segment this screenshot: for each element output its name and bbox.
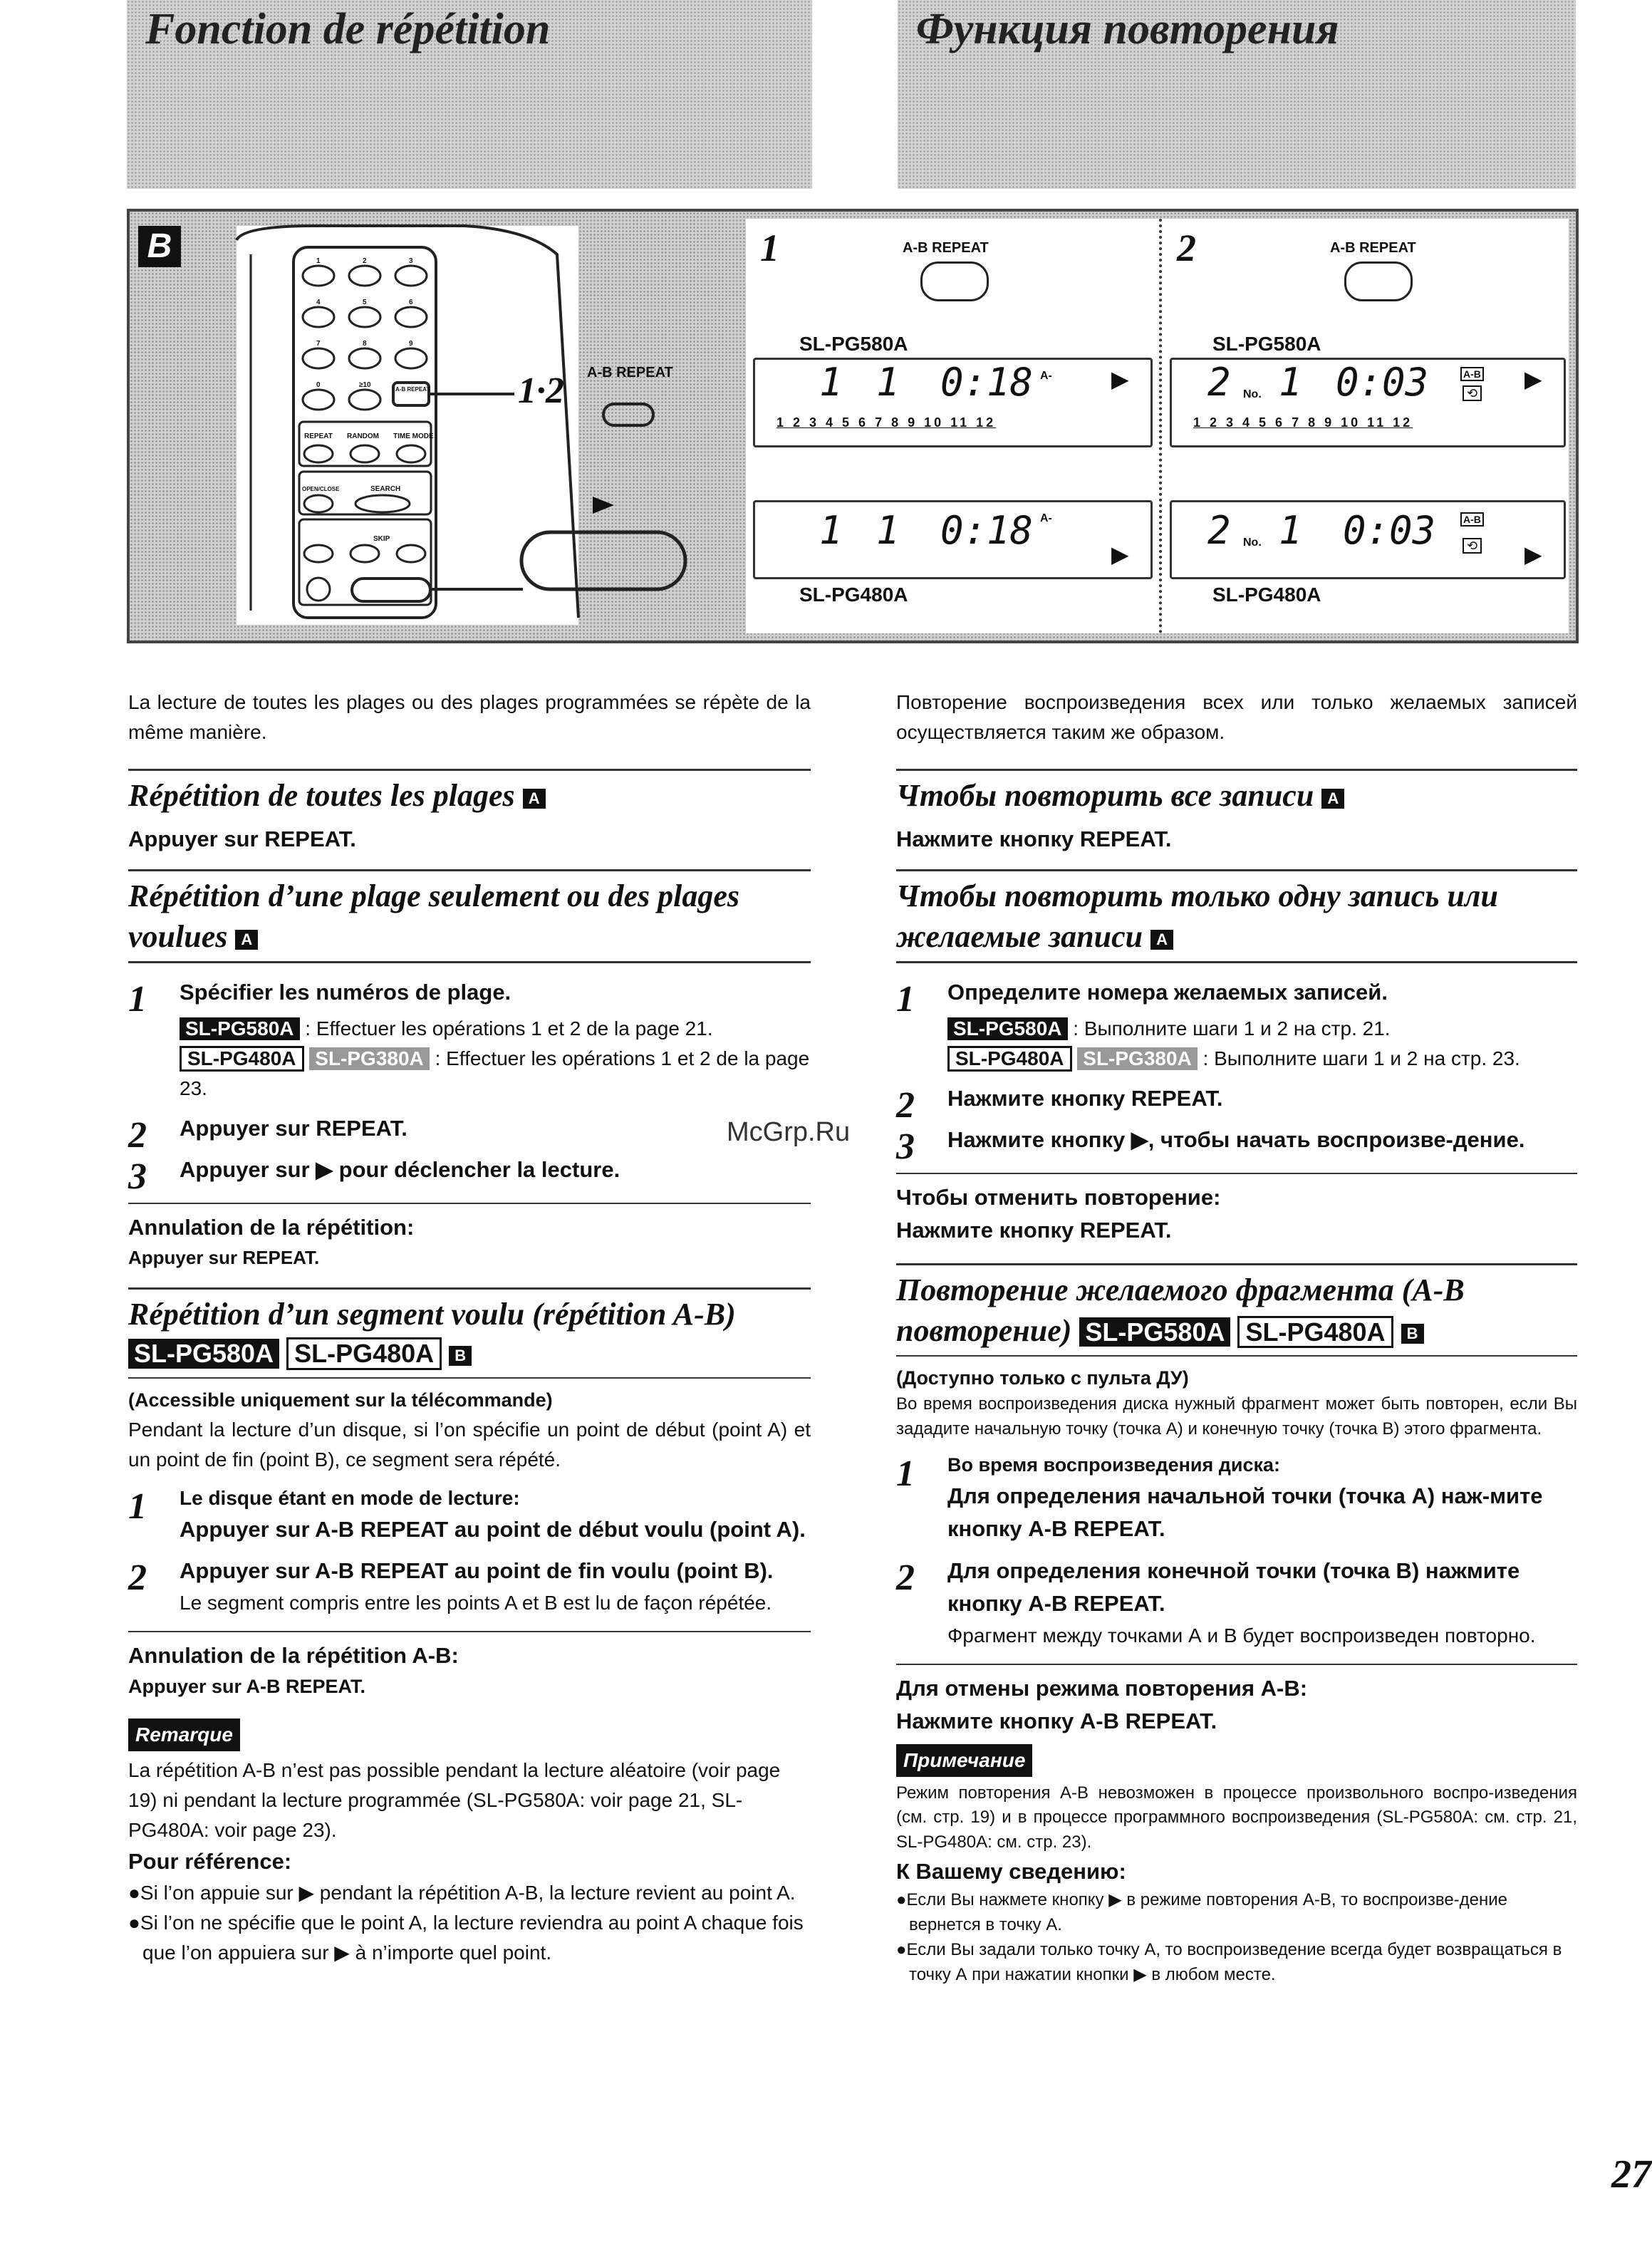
remote-skip-label: SKIP [373,535,390,543]
step2-model-top: SL-PG580A [1212,333,1321,355]
step2-press-hand-icon [1344,261,1413,301]
remote-ab-small-label: A-B REPEAT [395,386,430,393]
step2-time-b: 0:03 [1343,508,1436,553]
fr-s2-step3-text: Appuyer sur ▶ pour déclencher la lecture. [180,1157,620,1183]
ru-remark-body: Режим повторения A-B невозможен в процессе произвольного воспро-изведения (см. стр. 19) и в процессе программного воспроизведения (SL-PG580A: см. стр. 21, SL-PG480A: см. стр. 23). [896,1783,1577,1852]
fr-s2-step1-text: Spécifier les numéros de plage. [180,980,511,1005]
fr-s2-step1-model1 [180,1014,811,1044]
ru-s2-title: Чтобы повторить только одну запись или желаемые записи [896,878,1498,954]
page-title-fr: Fonction de répétition [145,5,551,53]
remote-timemode-label: TIME MODE [393,432,434,440]
fr-cancel-body: Appuyer sur REPEAT. [128,1247,320,1269]
step1-model-top: SL-PG580A [799,333,908,355]
fr-s3-step2-num: 2 [128,1557,147,1599]
ru-s3-tag: B [1401,1324,1424,1344]
step1-button-label: A-B REPEAT [903,240,989,256]
svg-text:5: 5 [363,299,367,306]
ru-model-580-text: : Выполните шаги 1 и 2 на стр. 21. [1073,1017,1391,1040]
step2-track-calendar: 1 2 3 4 5 6 7 8 9 10 11 12 [1193,415,1413,430]
ru-s2-step1-num: 1 [896,979,915,1020]
fr-model-580-text: : Effectuer les opérations 1 et 2 de la page 21. [305,1017,713,1040]
step1-track-calendar: 1 2 3 4 5 6 7 8 9 10 11 12 [776,415,997,430]
step2-no-label-b: No. [1243,536,1262,549]
step1-track-b: 1 [819,508,843,553]
svg-text:9: 9 [409,340,413,348]
fr-s2-step3-num: 3 [128,1156,147,1198]
figure-b [127,209,1579,643]
ru-s3-body: Во время воспроизведения диска нужный фрагмент может быть повторен, если Вы зададите начальную точку (точка А) и конечную точку (точка В) этого фрагмента. [896,1394,1577,1439]
ru-model-480-text: : Выполните шаги 1 и 2 на стр. 23. [1202,1047,1520,1069]
step1-play-icon: ▶ [1111,366,1129,392]
fr-s2-step2-text: Appuyer sur REPEAT. [180,1115,407,1141]
ru-s2-step1-model2 [947,1044,1577,1074]
step1-index-b: 1 [876,508,900,553]
fr-s3-access: (Accessible uniquement sur la télécommande) [128,1389,553,1411]
ru-s3-badge-480: SL-PG480A [1237,1316,1393,1349]
svg-text:4: 4 [316,299,321,306]
ru-s2-tag: A [1150,930,1173,950]
ru-s3-step1-a: Во время воспроизведения диска: [947,1454,1281,1476]
remote-repeat-label: REPEAT [304,432,333,440]
page-title-ru: Функция повторения [916,5,1339,53]
step1-lcd-top [753,358,1153,447]
watermark: McGrp.Ru [727,1117,851,1147]
ru-s3-step1 [896,1451,1577,1546]
fr-s2-tag: A [235,930,258,950]
remote-openclose-label: OPEN/CLOSE [302,486,340,492]
svg-text:3: 3 [409,257,413,265]
ru-ref-2: ●Если Вы задали только точку А, то воспроизведение всегда будет возвращаться в точку А при нажатии кнопки ▶ в любом месте. [896,1940,1562,1984]
ru-s2-step2-text: Нажмите кнопку REPEAT. [947,1085,1223,1111]
ru-cancel-title: Чтобы отменить повторение: [896,1184,1221,1210]
step2-index: 1 [1279,360,1302,405]
fr-s3-step1 [128,1483,811,1547]
fr-s3-badge-580: SL-PG580A [128,1339,279,1368]
ru-s1-tag: A [1321,789,1344,809]
step1-model-bottom: SL-PG480A [799,584,908,606]
fr-ab-cancel-body: Appuyer sur A-B REPEAT. [128,1676,366,1698]
remote-ge10-label: ≥10 [359,381,371,389]
fr-s3-tag: B [449,1346,472,1366]
fr-ref-title: Pour référence: [128,1848,292,1874]
ru-s2-step3-num: 3 [896,1126,915,1168]
step2-marker: A-B [1460,367,1484,381]
fr-s3-body: Pendant la lecture d’un disque, si l’on spécifie un point de début (point A) et un point de fin (point B), ce segment sera répété. [128,1418,811,1471]
ru-s3-badge-580: SL-PG580A [1079,1317,1230,1347]
svg-text:2: 2 [363,257,367,265]
ru-s1-body: Нажмите кнопку REPEAT. [896,826,1172,852]
page-number: 27 [1611,2152,1651,2197]
step1-number: 1 [760,227,779,269]
step2-play-icon-b: ▶ [1524,541,1542,567]
fr-model-480-text: : Effectuer les opérations 1 et 2 de la page 23. [180,1047,810,1099]
step2-number: 2 [1177,227,1196,269]
step1-index: 1 [876,360,900,405]
svg-text:8: 8 [363,340,367,348]
ru-ref-title: К Вашему сведению: [896,1858,1126,1884]
svg-text:6: 6 [409,299,413,306]
section-letter-badge: B [138,226,181,267]
step2-no-label: No. [1243,388,1262,400]
ru-s3-heading [896,1270,1577,1351]
svg-text:0: 0 [316,381,321,389]
panel-divider [1159,219,1162,633]
fr-s3-models [128,1334,811,1373]
step1-time-b: 0:18 [940,508,1034,553]
fr-s1-heading [128,775,811,816]
step1-lcd-bottom [753,500,1153,579]
fr-s3-title: Répétition d’un segment voulu (répétition A-B) [128,1297,736,1332]
fr-ab-cancel-title: Annulation de la répétition A-B: [128,1642,459,1668]
step2-repeat-icon-b: ⟲ [1463,538,1482,554]
ru-remark-label: Примечание [896,1744,1032,1777]
step2-lcd-top [1170,358,1566,447]
step1-time: 0:18 [940,360,1034,405]
step2-marker-b: A-B [1460,512,1484,527]
fr-s3-step1-num: 1 [128,1486,147,1527]
fr-s3-step1-b: Appuyer sur A-B REPEAT au point de début voulu (point A). [180,1516,806,1542]
step2-repeat-icon: ⟲ [1463,385,1482,401]
ru-s2-step3-text: Нажмите кнопку ▶, чтобы начать воспроизве-дение. [947,1127,1525,1153]
fr-s2-step1-num: 1 [128,979,147,1020]
fr-remark-body: La répétition A-B n’est pas possible pendant la lecture aléatoire (voir page 19) ni pendant la lecture programmée (SL-PG580A: voir page 21, SL-PG480A: voir page 23). [128,1758,781,1841]
step2-model-bottom: SL-PG480A [1212,584,1321,606]
fr-s1-body: Appuyer sur REPEAT. [128,826,356,852]
remote-search-label: SEARCH [370,485,401,493]
ru-model-badge-580: SL-PG580A [947,1017,1068,1040]
step1-track: 1 [819,360,843,405]
fr-s3-step2-b: Le segment compris entre les points A et B est lu de façon répétée. [180,1591,772,1614]
fr-s2-step3 [128,1153,811,1198]
fr-s3-badge-480: SL-PG480A [286,1337,442,1370]
ru-s3-step2 [896,1555,1577,1651]
step2-button-label: A-B REPEAT [1330,240,1416,256]
ru-ab-cancel-body: Нажмите кнопку A-B REPEAT. [896,1709,1217,1734]
fr-s2-step1-model2 [180,1044,811,1104]
fr-s2-title: Répétition d’une plage seulement ou des plages voulues [128,878,739,954]
ru-s2-step1 [896,976,1577,1074]
step2-track: 2 [1207,360,1231,405]
step1-press-hand-icon [920,261,989,301]
ru-ref-1: ●Если Вы нажмете кнопку ▶ в режиме повторения A-B, то воспроизве-дение вернется в точку А. [896,1890,1508,1935]
fr-model-badge-580: SL-PG580A [180,1017,300,1040]
ru-intro: Повторение воспроизведения всех или только желаемых записей осуществляется таким же образом. [896,691,1577,743]
ru-model-badge-480: SL-PG480A [947,1046,1072,1072]
fr-s1-title: Répétition de toutes les plages [128,778,515,813]
ru-s2-step1-text: Определите номера желаемых записей. [947,980,1388,1005]
ru-cancel-body: Нажмите кнопку REPEAT. [896,1218,1172,1243]
ru-s3-step1-num: 1 [896,1453,915,1495]
ru-s2-step3 [896,1124,1577,1168]
ru-s1-heading [896,775,1577,816]
fr-ref-2: ●Si l’on ne spécifie que le point A, la lecture reviendra au point A chaque fois que l’on appuiera sur ▶ à n’importe quel point. [128,1912,804,1964]
step1-marker: A- [1040,370,1052,382]
fr-model-badge-480: SL-PG480A [180,1046,304,1072]
step1-play-icon-b: ▶ [1111,541,1129,567]
fr-s2-step1 [128,976,811,1104]
ru-s3-step2-a: Для определения конечной точки (точка В) нажмите кнопку A-B REPEAT. [947,1557,1520,1617]
ru-ab-cancel-title: Для отмены режима повторения A-B: [896,1675,1308,1701]
ru-s3-step2-b: Фрагмент между точками А и В будет воспроизведен повторно. [947,1624,1536,1647]
step2-lcd-bottom [1170,500,1566,579]
column-fr [128,688,811,1968]
fr-s3-step2-a: Appuyer sur A-B REPEAT au point de fin voulu (point B). [180,1558,774,1584]
ru-model-badge-380: SL-PG380A [1077,1047,1198,1070]
fr-remark-label: Remarque [128,1718,240,1751]
fr-s1-tag: A [523,789,546,809]
ru-s2-step1-model1 [947,1014,1577,1044]
fr-model-badge-380: SL-PG380A [309,1047,430,1070]
step2-index-b: 1 [1279,508,1302,553]
svg-text:1: 1 [316,257,321,265]
fr-s2-step2-num: 2 [128,1114,147,1156]
header-fr [127,0,812,189]
callout-ab-repeat-label: A-B REPEAT [587,365,673,380]
fr-cancel-title: Annulation de la répétition: [128,1214,415,1240]
step1-marker-b: A- [1040,512,1052,524]
step2-play-icon: ▶ [1524,366,1542,392]
fr-intro: La lecture de toutes les plages ou des plages programmées se répète de la même manière. [128,691,811,743]
remote-illustration [130,212,735,641]
step2-time: 0:03 [1336,360,1429,405]
header-ru [898,0,1576,189]
ru-s2-step2-num: 2 [896,1084,915,1126]
ru-s2-step2 [896,1082,1577,1126]
step2-track-b: 2 [1207,508,1231,553]
ru-s3-step2-num: 2 [896,1557,915,1598]
callout-steps: 1·2 [518,370,564,411]
remote-panel [130,212,735,641]
fr-ref-1: ●Si l’on appuie sur ▶ pendant la répétition A-B, la lecture revient au point A. [128,1882,796,1904]
ru-s3-step1-b: Для определения начальной точки (точка А) наж-мите кнопку A-B REPEAT. [947,1483,1543,1542]
fr-s3-step1-a: Le disque étant en mode de lecture: [180,1486,520,1509]
fr-s2-step2 [128,1112,811,1156]
column-ru [896,688,1577,1988]
display-panel [746,219,1569,633]
svg-text:7: 7 [316,340,321,348]
remote-random-label: RANDOM [347,432,379,440]
ru-s3-title: Повторение желаемого фрагмента (A-B повторение) [896,1272,1465,1348]
ru-s1-title: Чтобы повторить все записи [896,778,1314,813]
fr-s3-step2 [128,1555,811,1618]
fr-s2-heading [128,876,811,957]
ru-s3-access: (Доступно только с пульта ДУ) [896,1367,1189,1389]
ru-s2-heading [896,876,1577,957]
